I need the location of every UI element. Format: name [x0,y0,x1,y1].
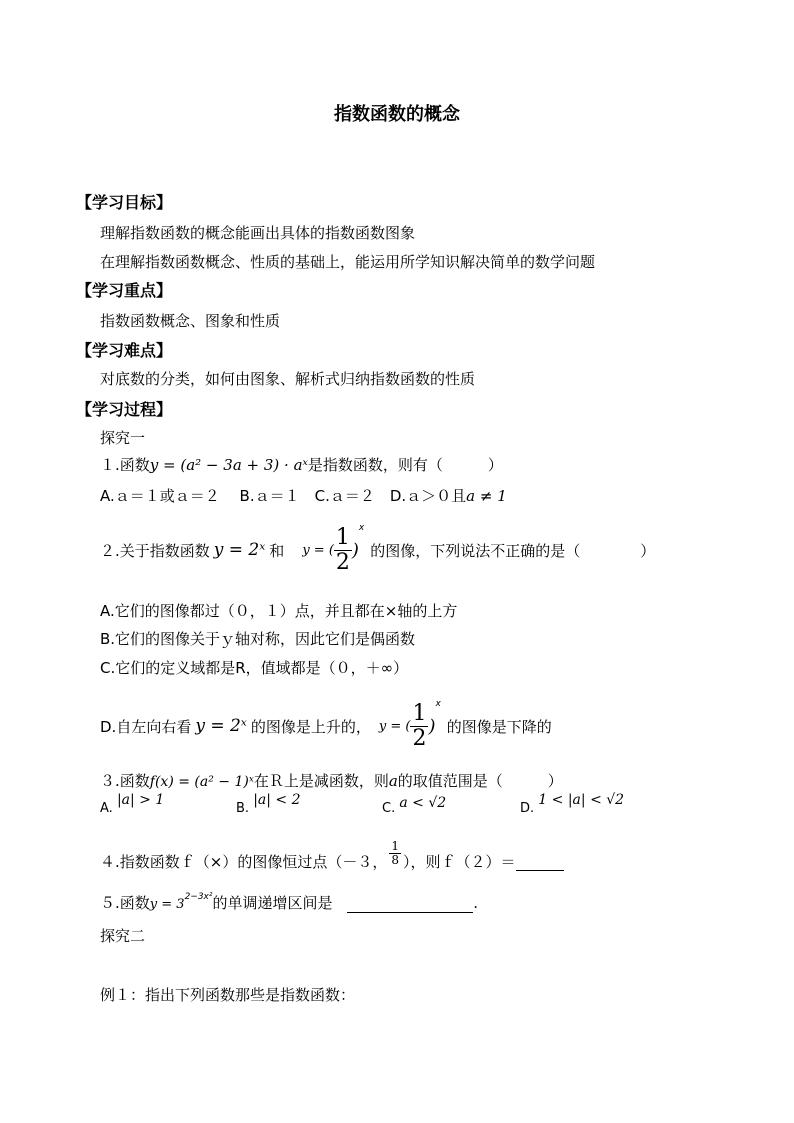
q5-answer-blank[interactable] [347,896,473,913]
q3-option-c-expr: a < √2 [399,795,447,811]
q2-frac-num: 1 [335,524,350,550]
goal-line-1: 理解指数函数的概念能画出具体的指数函数图象 [100,224,416,242]
page-title: 指数函数的概念 [334,104,460,125]
q3-option-a-expr: |a| > 1 [116,792,165,808]
q2-option-b: B.它们的图像关于ｙ轴对称，因此它们是偶函数 [100,630,416,648]
q4-frac-den: 8 [391,852,399,867]
q3-option-d [520,792,625,816]
q5-exp: 2−3x² [184,892,213,902]
question-3 [100,770,563,791]
q2-formula-1: y = 2ˣ [213,540,266,560]
q1-prefix: １.函数 [100,456,150,474]
q4-answer-blank[interactable] [516,852,564,871]
q3-option-d-expr: 1 < |a| < √2 [538,792,625,808]
section-goal-heading: 【学习目标】 [76,193,173,212]
q2-option-d-suffix: 的图像是下降的 [446,717,552,736]
example-1: 例１：指出下列函数那些是指数函数： [100,986,356,1004]
key-line: 指数函数概念、图象和性质 [100,312,281,330]
q1-formula: y = (a² − 3a + 3) · aˣ [149,456,308,474]
q4-prefix: ４.指数函数ｆ（×）的图像恒过点（－３， [100,852,388,871]
section-key-heading: 【学习重点】 [76,281,173,300]
q2-option-d-prefix: D.自左向右看 [100,717,192,736]
q3-option-c-label: C. [382,801,396,816]
section-process-heading: 【学习过程】 [76,400,173,419]
goal-line-2: 在理解指数函数概念、性质的基础上，能运用所学知识解决简单的数学问题 [100,253,596,271]
question-1-options [100,485,507,506]
q4-suffix: ），则ｆ（２）＝ [402,852,516,871]
difficulty-line: 对底数的分类，如何由图象、解析式归纳指数函数的性质 [100,370,476,388]
q2-option-d-formula-2-lhs: y = ( [378,718,411,734]
q3-option-a [100,792,165,816]
q3-mid: 在Ｒ上是减函数，则 [253,772,389,790]
q3-option-d-label: D. [520,801,535,816]
q1-suffix: 是指数函数，则有（ ） [307,456,503,474]
q3-var: a [388,772,398,790]
q2-option-d-exp: x [435,699,441,709]
q2-option-d: D.自左向右看 y = 2ˣ 的图像是上升的， y = ( $\frac{1}{2}$ ) x 的图像是下降的 [100,699,552,751]
q3-option-a-label: A. [100,801,113,816]
q2-fraction [334,526,352,575]
question-5: ５.函数$y = 3^{2-3x^2}$的单调递增区间是 . [100,892,479,912]
q3-suffix: 的取值范围是（ ） [397,772,563,790]
q2-option-d-frac-num: 1 [412,700,427,726]
q2-option-d-fraction [410,702,428,751]
q1-option-tail: a ≠ 1 [466,487,507,505]
q2-formula-2-lhs: y = ( [302,542,334,558]
q2-prefix: ２.关于指数函数 [100,541,210,560]
q5-prefix: ５.函数 [100,894,150,912]
q2-option-c: C.它们的定义域都是R，值域都是（０，＋∞） [100,659,409,677]
explore1-label: 探究一 [100,429,146,447]
q4-frac-num: 1 [391,838,399,853]
q1-options: A.ａ＝１或ａ＝２ B.ａ＝１ C.ａ＝２ D.ａ＞０且 [100,487,467,505]
question-1 [100,454,503,475]
explore2-label: 探究二 [100,927,146,945]
q2-option-d-mid: 的图像是上升的， [250,717,371,736]
q2-formula-2-exp: x [358,523,365,533]
q3-prefix: ３.函数 [100,772,150,790]
q3-option-c [382,795,447,816]
q5-formula: y = 3 [149,897,185,912]
question-2: ２.关于指数函数 y = 2ˣ 和 y = ( $\frac{1}{2}$ ) x 的图像，下列说法不正确的是（ ） [100,523,656,575]
q2-suffix: 的图像，下列说法不正确的是（ ） [370,541,656,560]
q3-formula: f(x) = (a² − 1)ˣ [149,774,254,790]
q2-option-d-frac-den: 2 [412,725,427,751]
q2-mid: 和 [269,541,285,560]
q2-option-d-formula-1: y = 2ˣ [195,716,247,736]
section-difficulty-heading: 【学习难点】 [76,341,173,360]
question-4 [100,836,564,886]
q2-frac-den: 2 [335,549,350,575]
q2-option-a: A.它们的图像都过（０，１）点，并且都在×轴的上方 [100,602,458,620]
q3-option-b [236,792,301,816]
q3-option-b-expr: |a| < 2 [253,792,301,808]
q5-suffix: 的单调递增区间是 [212,894,333,912]
q3-option-b-label: B. [236,801,250,816]
q4-fraction [389,840,401,867]
